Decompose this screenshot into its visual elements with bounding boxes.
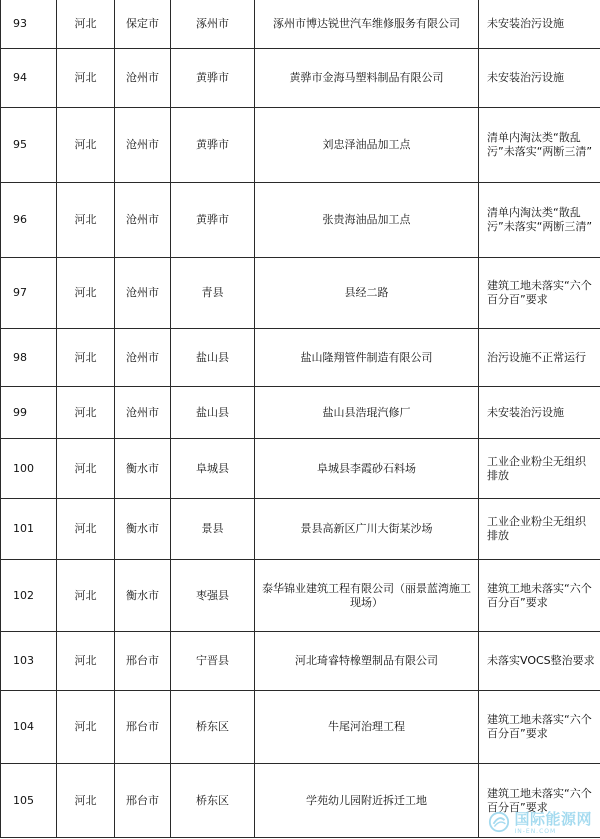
province-cell: 河北	[57, 764, 115, 838]
company-name-cell: 县经二路	[255, 258, 479, 329]
table-row	[1, 439, 600, 499]
county-cell: 阜城县	[171, 439, 255, 499]
row-number: 105	[1, 764, 57, 838]
province-cell: 河北	[57, 499, 115, 560]
row-number: 98	[1, 329, 57, 387]
table-row	[1, 499, 600, 560]
county-cell: 黄骅市	[171, 49, 255, 108]
table-row	[1, 183, 600, 258]
city-cell: 沧州市	[115, 183, 171, 258]
province-cell: 河北	[57, 0, 115, 49]
county-cell: 宁晋县	[171, 632, 255, 691]
issue-cell: 未安装治污设施	[479, 387, 600, 439]
company-name-cell: 阜城县李霞砂石料场	[255, 439, 479, 499]
row-number: 103	[1, 632, 57, 691]
company-name-cell: 牛尾河治理工程	[255, 691, 479, 764]
issue-cell: 建筑工地未落实“六个百分百”要求	[479, 560, 600, 632]
city-cell: 沧州市	[115, 329, 171, 387]
table-row	[1, 108, 600, 183]
province-cell: 河北	[57, 632, 115, 691]
issue-cell: 建筑工地未落实“六个百分百”要求	[479, 691, 600, 764]
province-cell: 河北	[57, 560, 115, 632]
table-row	[1, 632, 600, 691]
row-number: 101	[1, 499, 57, 560]
company-name-cell: 盐山隆翔管件制造有限公司	[255, 329, 479, 387]
row-number: 93	[1, 0, 57, 49]
issue-cell: 未安装治污设施	[479, 0, 600, 49]
table-row	[1, 258, 600, 329]
county-cell: 桥东区	[171, 691, 255, 764]
county-cell: 青县	[171, 258, 255, 329]
issue-cell: 未安装治污设施	[479, 49, 600, 108]
table-row	[1, 560, 600, 632]
company-name-cell: 盐山县浩琨汽修厂	[255, 387, 479, 439]
table-body	[1, 0, 600, 838]
company-name-cell: 张贵海油品加工点	[255, 183, 479, 258]
county-cell: 景县	[171, 499, 255, 560]
watermark-url: IN-EN.COM	[514, 828, 557, 835]
issue-cell: 工业企业粉尘无组织排放	[479, 499, 600, 560]
company-name-cell: 涿州市博达锐世汽车维修服务有限公司	[255, 0, 479, 49]
table-row	[1, 49, 600, 108]
company-name-cell: 泰华锦业建筑工程有限公司（丽景蓝湾施工现场）	[255, 560, 479, 632]
province-cell: 河北	[57, 49, 115, 108]
row-number: 100	[1, 439, 57, 499]
company-name-cell: 学苑幼儿园附近拆迁工地	[255, 764, 479, 838]
company-name-cell: 黄骅市金海马塑料制品有限公司	[255, 49, 479, 108]
issue-cell: 未落实VOCS整治要求	[479, 632, 600, 691]
province-cell: 河北	[57, 108, 115, 183]
province-cell: 河北	[57, 329, 115, 387]
city-cell: 邢台市	[115, 764, 171, 838]
county-cell: 黄骅市	[171, 108, 255, 183]
table-row	[1, 691, 600, 764]
city-cell: 衡水市	[115, 560, 171, 632]
county-cell: 涿州市	[171, 0, 255, 49]
table-row	[1, 0, 600, 49]
city-cell: 保定市	[115, 0, 171, 49]
city-cell: 沧州市	[115, 387, 171, 439]
city-cell: 沧州市	[115, 108, 171, 183]
row-number: 99	[1, 387, 57, 439]
county-cell: 桥东区	[171, 764, 255, 838]
city-cell: 衡水市	[115, 439, 171, 499]
province-cell: 河北	[57, 258, 115, 329]
row-number: 94	[1, 49, 57, 108]
province-cell: 河北	[57, 183, 115, 258]
issue-cell: 建筑工地未落实“六个百分百”要求	[479, 764, 600, 838]
issue-cell: 清单内淘汰类“散乱污”未落实“两断三清”	[479, 108, 600, 183]
city-cell: 邢台市	[115, 691, 171, 764]
company-name-cell: 河北琦睿特橡塑制品有限公司	[255, 632, 479, 691]
table-row	[1, 764, 600, 838]
issue-cell: 工业企业粉尘无组织排放	[479, 439, 600, 499]
table-row	[1, 387, 600, 439]
province-cell: 河北	[57, 439, 115, 499]
city-cell: 邢台市	[115, 632, 171, 691]
province-cell: 河北	[57, 691, 115, 764]
city-cell: 沧州市	[115, 258, 171, 329]
city-cell: 沧州市	[115, 49, 171, 108]
company-name-cell: 刘忠泽油品加工点	[255, 108, 479, 183]
company-name-cell: 景县高新区广川大街某沙场	[255, 499, 479, 560]
county-cell: 盐山县	[171, 329, 255, 387]
issue-cell: 治污设施不正常运行	[479, 329, 600, 387]
row-number: 102	[1, 560, 57, 632]
row-number: 95	[1, 108, 57, 183]
county-cell: 盐山县	[171, 387, 255, 439]
row-number: 104	[1, 691, 57, 764]
province-cell: 河北	[57, 387, 115, 439]
city-cell: 衡水市	[115, 499, 171, 560]
row-number: 97	[1, 258, 57, 329]
county-cell: 枣强县	[171, 560, 255, 632]
issue-cell: 清单内淘汰类“散乱污”未落实“两断三清”	[479, 183, 600, 258]
row-number: 96	[1, 183, 57, 258]
table-row	[1, 329, 600, 387]
watermark-text: 国际能源网	[514, 810, 592, 828]
county-cell: 黄骅市	[171, 183, 255, 258]
issue-cell: 建筑工地未落实“六个百分百”要求	[479, 258, 600, 329]
